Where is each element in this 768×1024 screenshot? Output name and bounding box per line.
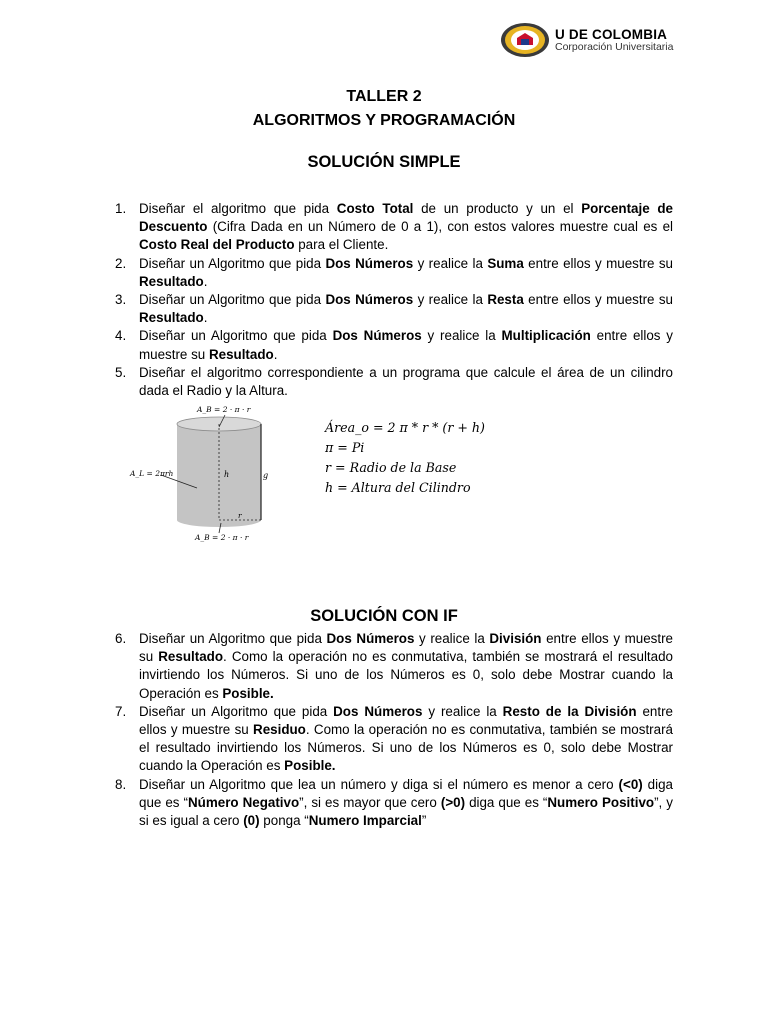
bold-text: Porcentaje de Descuento (139, 201, 673, 235)
bold-text: Posible. (284, 758, 336, 774)
text-run: Diseñar un Algoritmo que pida (139, 328, 333, 344)
exercise-list-if (0, 630, 768, 830)
bold-text: Numero Positivo (547, 794, 655, 810)
text-run: y realice la (413, 255, 488, 271)
list-item (0, 364, 673, 400)
logo-subtitle: Corporación Universitaria (555, 41, 674, 53)
item-text (139, 365, 673, 398)
bold-text: Costo Total (336, 201, 414, 216)
list-item (0, 776, 673, 831)
bold-text: Costo Real del Producto (139, 237, 295, 253)
text-run: Diseñar un Algoritmo que pida (139, 703, 334, 719)
bold-text: (<0) (618, 776, 643, 792)
bold-text: Resto de la División (502, 703, 637, 719)
bold-text: Dos Números (332, 328, 422, 344)
formula-radius: r = Radio de la Base (325, 460, 457, 475)
item-text (139, 328, 673, 361)
item-number: 4. (115, 328, 127, 344)
list-item (0, 630, 673, 703)
item-text (139, 256, 673, 289)
list-item (0, 703, 673, 776)
logo-name: U DE COLOMBIA (555, 27, 668, 42)
text-run: Diseñar un Algoritmo que pida (139, 255, 326, 271)
text-run: ”, si es mayor que cero (299, 794, 441, 810)
text-run: ponga “ (259, 813, 309, 829)
text-run: de un producto y un el (413, 201, 582, 216)
section-heading-simple: SOLUCIÓN SIMPLE (307, 153, 461, 171)
text-run: entre ellos y muestre su (139, 328, 673, 362)
document-title: TALLER 2 (346, 88, 422, 105)
text-run: . (273, 346, 278, 362)
formula-height: h = Altura del Cilindro (325, 480, 471, 495)
formula-pi: π = Pi (325, 440, 365, 455)
list-item (0, 255, 673, 291)
bold-text: Dos Números (325, 255, 414, 271)
bold-text: Suma (487, 255, 524, 271)
university-logo (500, 22, 685, 58)
text-run: . (203, 273, 208, 289)
bold-text: (0) (243, 813, 260, 829)
item-number: 5. (115, 364, 127, 380)
text-run: y realice la (414, 631, 490, 646)
cylinder-body (177, 424, 261, 527)
top-area-label: A_B = 2 · π · r (197, 405, 251, 414)
item-text (139, 777, 673, 828)
text-run: Diseñar el algoritmo que pida (139, 201, 337, 216)
text-run: Diseñar el algoritmo correspondiente a un programa que calcule el área de un cilindro dada el Radio y la Altura. (139, 364, 673, 399)
bold-text: Multiplicación (501, 328, 591, 344)
item-number: 2. (115, 255, 127, 271)
item-number: 3. (115, 292, 127, 308)
bottom-area-label: A_B = 2 · π · r (195, 533, 249, 542)
bold-text: Número Negativo (187, 794, 300, 810)
bold-text: Posible. (222, 685, 274, 701)
section-heading-if: SOLUCIÓN CON IF (310, 607, 458, 625)
text-run: entre ellos y muestre su (139, 631, 673, 665)
formula-block (325, 418, 485, 498)
bold-text: (>0) (440, 794, 466, 810)
text-run: . Como la operación no es conmutativa, también se mostrará el resultado invirtiendo los Números. Si uno de los Números es 0, solo debe Mostrar cuando la Operación es (139, 722, 673, 774)
bold-text: Residuo (253, 722, 306, 738)
bold-text: División (489, 631, 542, 646)
exercise-list-simple (0, 200, 768, 400)
text-run: y realice la (421, 328, 502, 344)
text-run: diga que es “ (465, 794, 548, 810)
bold-text: Resultado (158, 649, 223, 665)
list-item (0, 291, 673, 327)
text-run: y realice la (413, 292, 488, 308)
item-text (139, 704, 673, 774)
document-subtitle: ALGORITMOS Y PROGRAMACIÓN (252, 112, 516, 129)
text-run: ” (421, 813, 427, 829)
bold-text: Numero Imparcial (308, 813, 422, 829)
item-text (139, 201, 673, 252)
bold-text: Resta (487, 292, 524, 308)
item-number: 8. (115, 776, 127, 792)
text-run: ”, y si es igual a cero (139, 794, 673, 829)
text-run: . Como la operación no es conmutativa, también se mostrará el resultado invirtiendo los Números. Si uno de los Números es 0, solo debe Mostrar cuando la Operación es (139, 649, 673, 701)
lateral-area-label: A_L = 2πrh (130, 469, 174, 478)
bold-text: Resultado (139, 310, 204, 326)
formula-area: Área_o = 2 π * r * (r + h) (325, 420, 485, 435)
text-run: Diseñar un Algoritmo que pida (139, 292, 326, 308)
item-number: 6. (115, 631, 127, 646)
text-run: diga que es “ (139, 776, 673, 810)
bold-text: Dos Números (325, 292, 414, 308)
university-seal-icon (500, 22, 550, 58)
text-run: . (203, 310, 208, 326)
bold-text: Resultado (208, 346, 274, 362)
generatrix-label: g (263, 471, 269, 480)
list-item (0, 327, 673, 363)
item-text (139, 631, 673, 701)
text-run: entre ellos y muestre su (523, 255, 673, 271)
item-number: 1. (115, 201, 127, 216)
text-run: y realice la (422, 703, 503, 719)
text-run: entre ellos y muestre su (523, 292, 674, 308)
radius-label: r (238, 511, 242, 520)
text-run: Diseñar un Algoritmo que pida (139, 631, 327, 646)
bold-text: Dos Números (333, 703, 423, 719)
item-text (139, 292, 673, 325)
text-run: Diseñar un Algoritmo que lea un número y diga si el número es menor a cero (139, 776, 619, 792)
item-number: 7. (115, 703, 127, 719)
bold-text: Dos Números (326, 631, 415, 646)
text-run: (Cifra Dada en un Número de 0 a 1), con estos valores muestre cual es el (207, 219, 673, 235)
bold-text: Resultado (139, 273, 204, 289)
cylinder-figure (125, 402, 275, 547)
text-run: entre ellos y muestre su (139, 703, 673, 738)
height-label: h (224, 470, 230, 479)
list-item (0, 200, 673, 255)
text-run: para el Cliente. (294, 237, 389, 253)
